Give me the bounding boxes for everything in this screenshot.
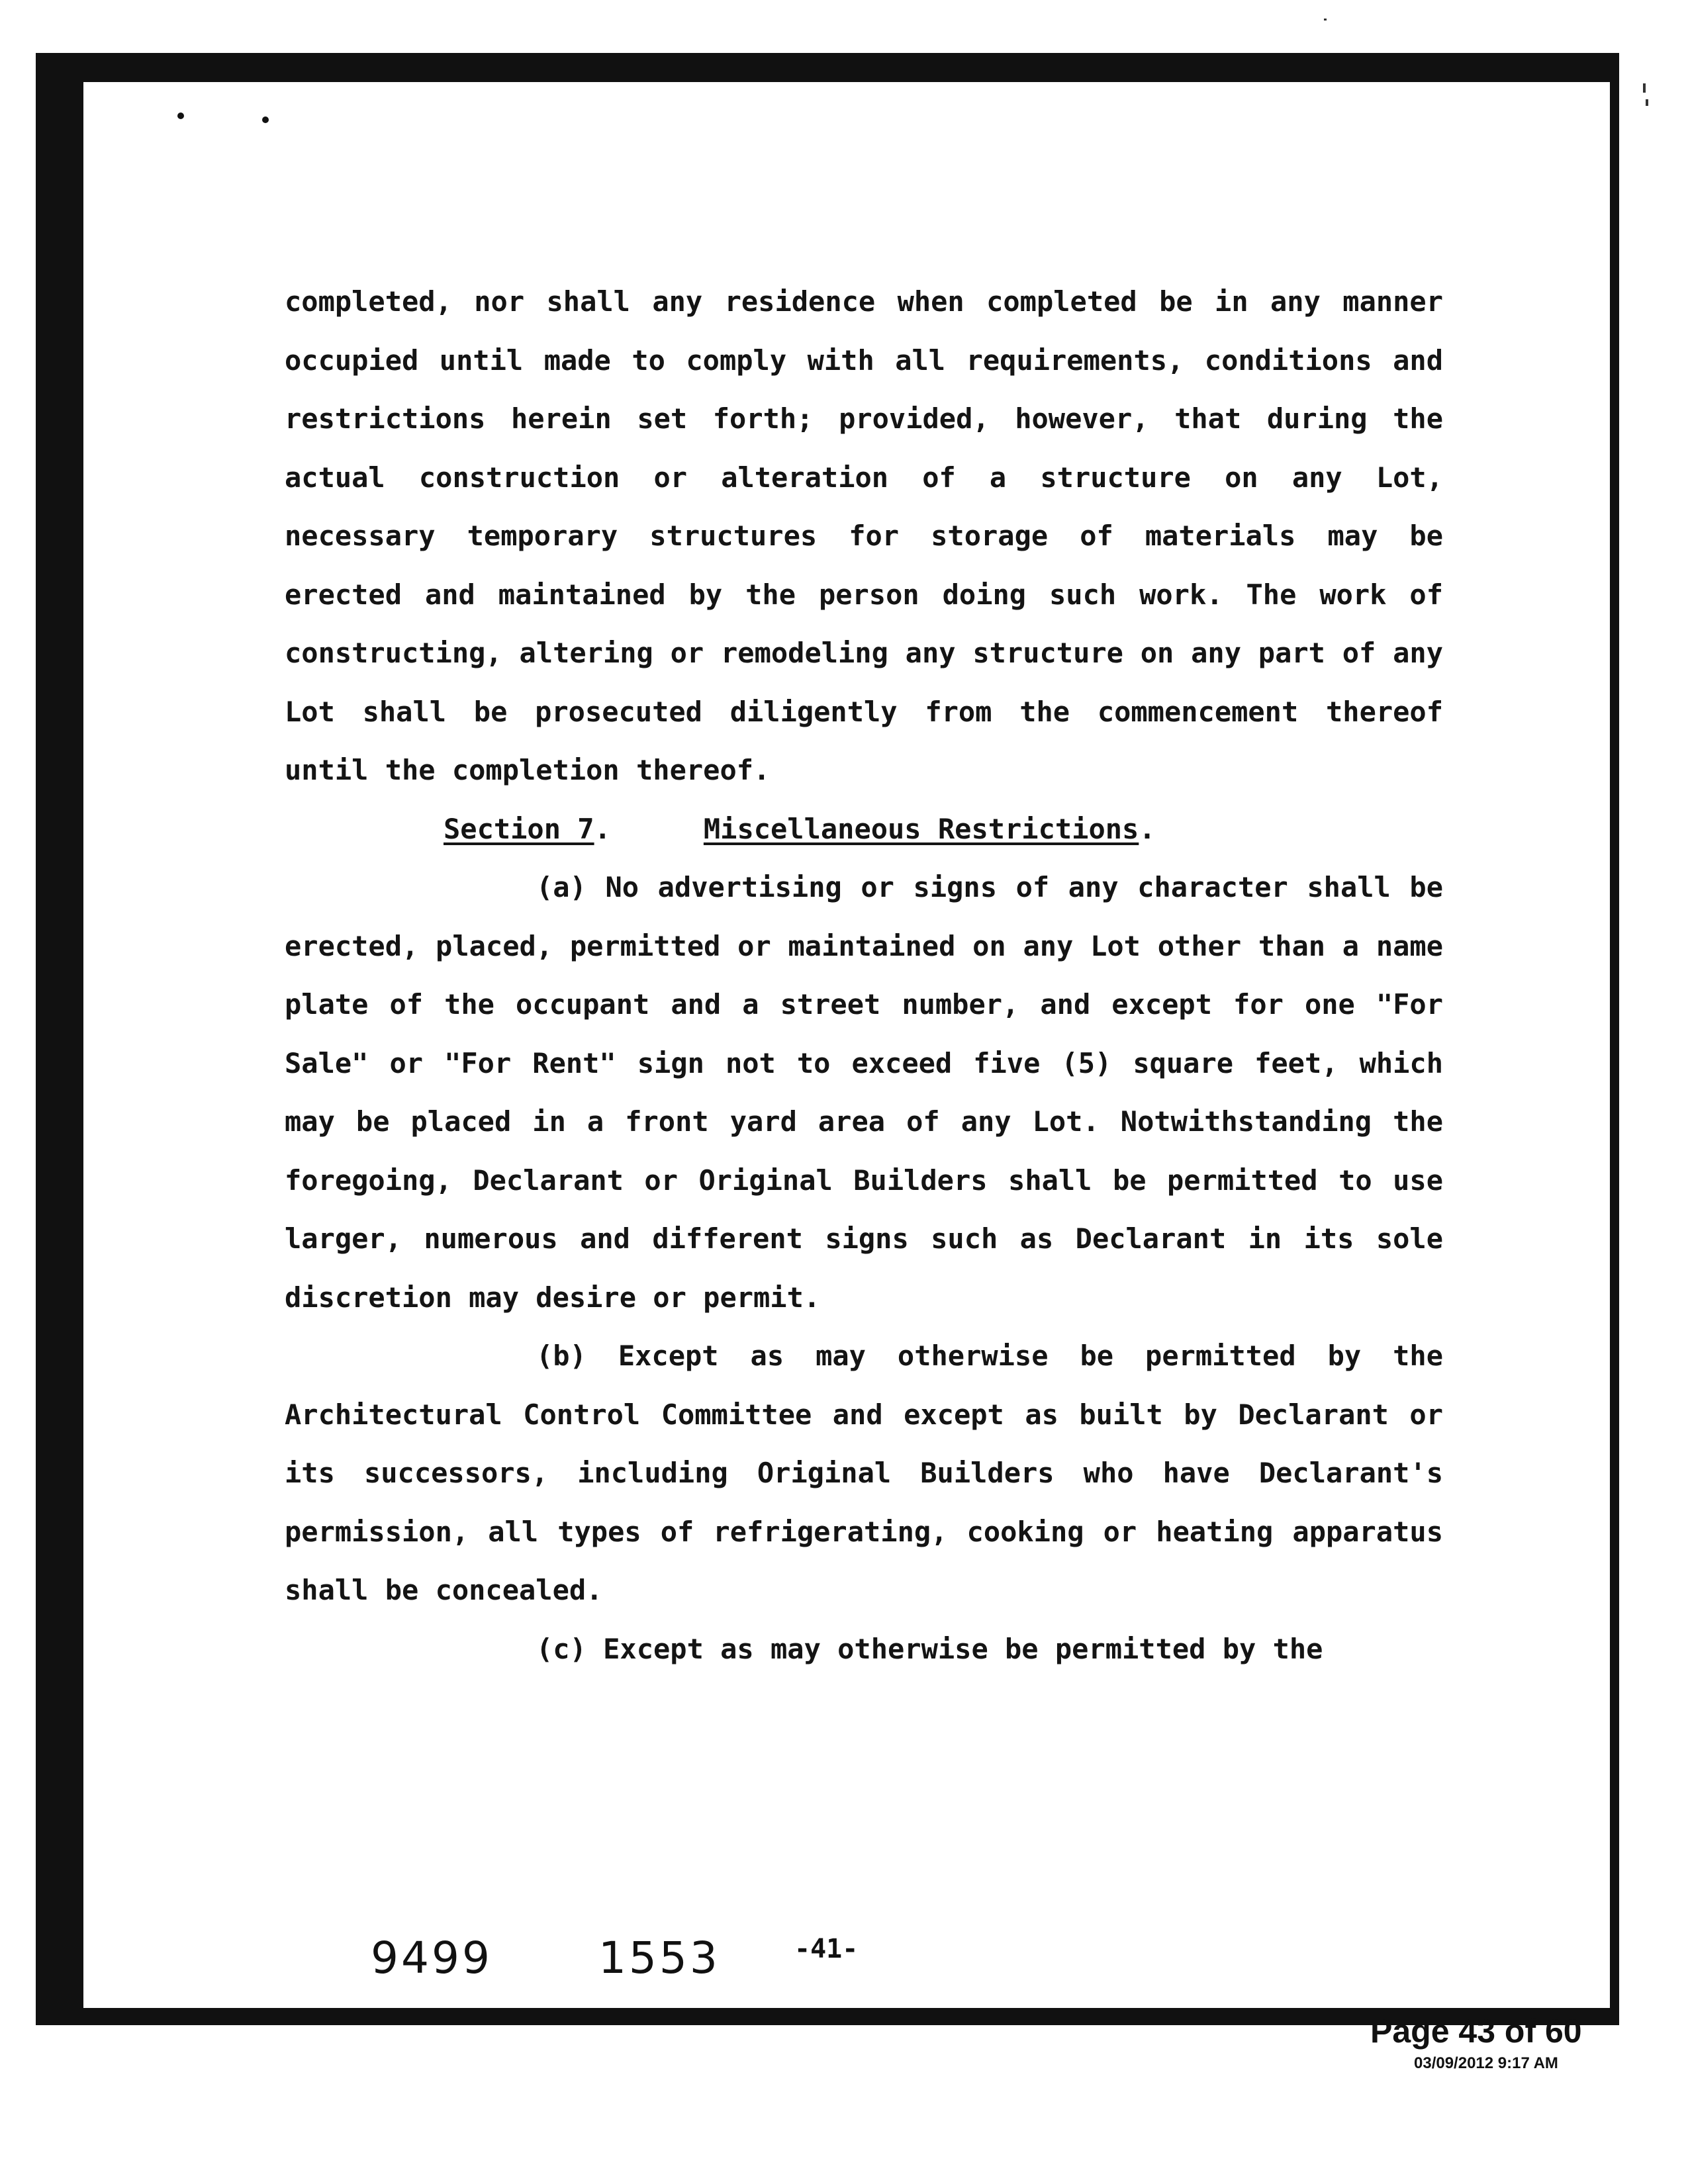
scan-dot [177,113,184,119]
scan-dot [262,116,269,123]
section-number: Section 7 [444,812,594,845]
date-stamp: 03/09/2012 9:17 AM [1414,2054,1558,2072]
page-number: 1553 [598,1933,720,1983]
paragraph-c: (c) Except as may otherwise be permitted by the [536,1632,1323,1665]
recording-numbers [371,1933,720,1983]
scan-speck [1643,83,1646,93]
document-body [285,273,1443,1678]
paragraph-b: (b) Except as may otherwise be permitted by the Architectural Control Committee and except as built by Declarant or its successors, including Original Builders who have Declarant's permission, all types of refrigerating, cooking or heating apparatus shall be concealed. [285,1340,1443,1606]
scan-speck [1324,19,1327,21]
paragraph-intro: completed, nor shall any residence when completed be in any manner occupied until made to comply with all requirements, conditions and restrictions herein set forth; provided, however, that during the actual construction or alteration of a structure on any Lot, necessary temporary structures for storage of materials may be erected and maintained by the person doing such work. The work of constructing, altering or remodeling any structure on any part of any Lot shall be prosecuted diligently from the commencement thereof until the completion thereof. [285,285,1443,786]
book-number: 9499 [371,1933,492,1983]
paragraph-a: (a) No advertising or signs of any character shall be erected, placed, permitted or maintained on any Lot other than a name plate of the occupant and a street number, and except for one "For Sale" or "For Rent" sign not to exceed five (5) square feet, which may be placed in a front yard area of any Lot. Notwithstanding the foregoing, Declarant or Original Builders shall be permitted to use larger, numerous and different signs such as Declarant in its sole discretion may desire or permit. [285,871,1443,1314]
section-heading: Section 7. Miscellaneous Restrictions. [444,812,1156,845]
scan-speck [1646,99,1648,106]
page-stamp: Page 43 of 60 [1370,2013,1582,2050]
folio: -41- [794,1934,859,1964]
section-title: Miscellaneous Restrictions [703,812,1139,845]
